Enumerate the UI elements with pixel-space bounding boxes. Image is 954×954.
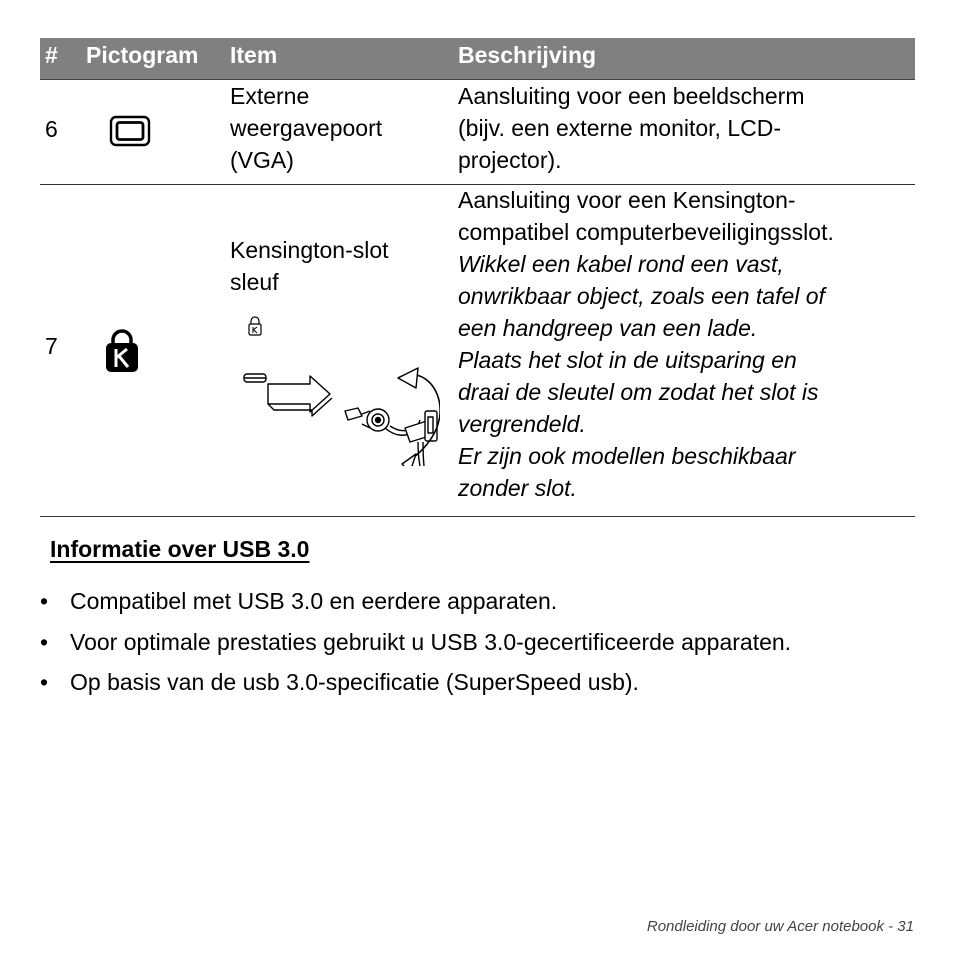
header-num: # [45, 42, 58, 68]
table-header [40, 38, 915, 80]
item-text: Kensington-slot sleuf [230, 237, 389, 295]
header-description: Beschrijving [458, 42, 597, 68]
description-text: Aansluiting voor een Kensington- compatibel computerbeveiligingsslot. Wikkel een kabel rond een vast, onwrikbaar object, zoals een tafel of een handgreep van een lade. Plaats het slot in de uitsparing en draai de sleutel om zodat het slot is vergrendeld. Er zijn ook modellen beschikbaar zonder slot. [458, 187, 834, 501]
bullet-marker: • [40, 588, 49, 614]
section-heading: Informatie over USB 3.0 [50, 536, 310, 562]
table-bottom-rule [40, 516, 915, 517]
list-item [40, 588, 930, 629]
list-item [40, 669, 930, 710]
kensington-lock-illustration [240, 316, 440, 471]
description-text: Aansluiting voor een beeldscherm (bijv. een externe monitor, LCD- projector). [458, 83, 805, 173]
list-item-text: Op basis van de usb 3.0-specificatie (SuperSpeed usb). [70, 669, 639, 695]
item-text: Externe weergavepoort (VGA) [230, 83, 383, 173]
list-item [40, 629, 930, 670]
list-item-text: Compatibel met USB 3.0 en eerdere apparaten. [70, 588, 558, 614]
kensington-lock-icon [104, 329, 140, 379]
header-item: Item [230, 42, 278, 68]
row-number: 7 [45, 333, 58, 359]
bullet-marker: • [40, 628, 49, 655]
vga-port-icon [109, 115, 151, 152]
header-pictogram: Pictogram [86, 42, 199, 68]
bullet-marker: • [40, 669, 49, 695]
row-number: 6 [45, 116, 58, 142]
usb-info-list [40, 588, 930, 710]
page-footer: Rondleiding door uw Acer notebook - 31 [646, 918, 914, 935]
list-item-text: Voor optimale prestaties gebruikt u USB 3.0-gecertificeerde apparaten. [70, 628, 792, 655]
